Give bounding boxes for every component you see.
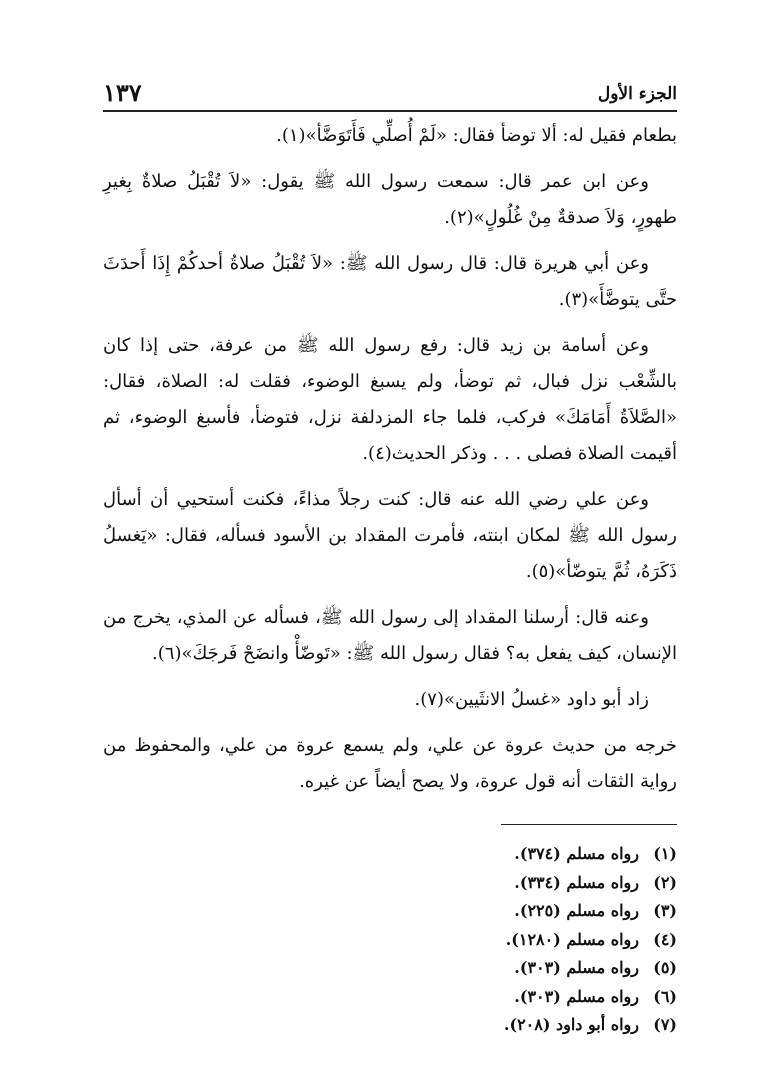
footnote-number: (٧) <box>653 1015 677 1034</box>
footnote-text: رواه مسلم (١٢٨٠). <box>505 929 639 949</box>
footnote-text: رواه أبو داود (٢٠٨). <box>503 1015 639 1034</box>
footnote-text: رواه مسلم (٣٣٤). <box>514 872 639 892</box>
page-header <box>103 78 677 112</box>
footnote-number: (٦) <box>653 986 677 1006</box>
footnote-text: رواه مسلم (٣٠٣). <box>514 958 639 977</box>
paragraph: وعنه قال: أرسلنا المقداد إلى رسول الله ﷺ، فسأله عن المذي، يخرج من الإنسان، كيف يفعل به؟ فقال رسول الله ﷺ: «تَوضّأْ وانضَحْ فَرجَكَ»(٦). <box>103 607 677 664</box>
footnote <box>103 840 677 869</box>
book-page <box>103 78 677 1040</box>
paragraph: وعن أبي هريرة قال: قال رسول الله ﷺ: «لاَ تُقْبَلُ صلاةُ أحدكُمْ إِذَا أَحدَثَ حتَّى يتوضَّأَ»(٣). <box>103 253 677 310</box>
paragraph: بطعام فقيل له: ألا توضأ فقال: «لَمْ أُصلِّي فَأَتَوَضَّأ»(١). <box>276 125 677 146</box>
footnote <box>103 869 677 898</box>
footnote-number: (٥) <box>653 958 677 977</box>
paragraph: وعن أسامة بن زيد قال: رفع رسول الله ﷺ من عرفة، حتى إذا كان بالشِّعْب نزل فبال، ثم توضأ، ولم يسبغ الوضوء، فقلت له: الصلاة، فقال: «الصَّلاَةُ أَمَامَكَ» فركب، فلما جاء المزدلفة نزل، فتوضأ، فأسبغ الوضوء، ثم أقيمت الصلاة فصلى . . . وذكر الحديث(٤). <box>103 335 677 464</box>
page-body <box>103 118 677 800</box>
footnote <box>103 1011 677 1040</box>
footnote-number: (٢) <box>653 872 677 892</box>
paragraph: وعن علي رضي الله عنه قال: كنت رجلاً مذاءً، فكنت أستحيي أن أسأل رسول الله ﷺ لمكان ابنته، فأمرت المقداد بن الأسود فسأله، فقال: «يَغسلُ ذَكَرَهُ، ثُمَّ يتوضّأ»(٥). <box>103 489 677 582</box>
footnote <box>103 897 677 926</box>
footnote <box>103 983 677 1012</box>
footnote <box>103 926 677 955</box>
footnote <box>103 954 677 983</box>
footnote-text: رواه مسلم (٣٧٤). <box>514 844 639 863</box>
footnote-text: رواه مسلم (٣٠٣). <box>514 986 639 1006</box>
paragraph: وعن ابن عمر قال: سمعت رسول الله ﷺ يقول: «لاَ تُقْبَلُ صلاةٌ بِغيرِ طهورٍ، وَلاَ صدقةٌ مِنْ غُلُولٍ»(٢). <box>103 171 677 228</box>
paragraph: خرجه من حديث عروة عن علي، ولم يسمع عروة من علي، والمحفوظ من رواية الثقات أنه قول عروة، ولا يصح أيضاً عن غيره. <box>103 735 677 792</box>
volume-title: الجزء الأول <box>597 84 677 104</box>
paragraph: زاد أبو داود «غسلُ الانثَيين»(٧). <box>414 689 649 710</box>
footnote-text: رواه مسلم (٢٢٥). <box>514 901 639 920</box>
footnote-number: (١) <box>653 844 677 863</box>
footnote-number: (٤) <box>653 929 677 949</box>
footnote-divider <box>103 824 677 826</box>
footnote-list <box>103 840 677 1040</box>
footnote-number: (٣) <box>653 901 677 920</box>
page-number: ١٣٧ <box>103 78 142 107</box>
